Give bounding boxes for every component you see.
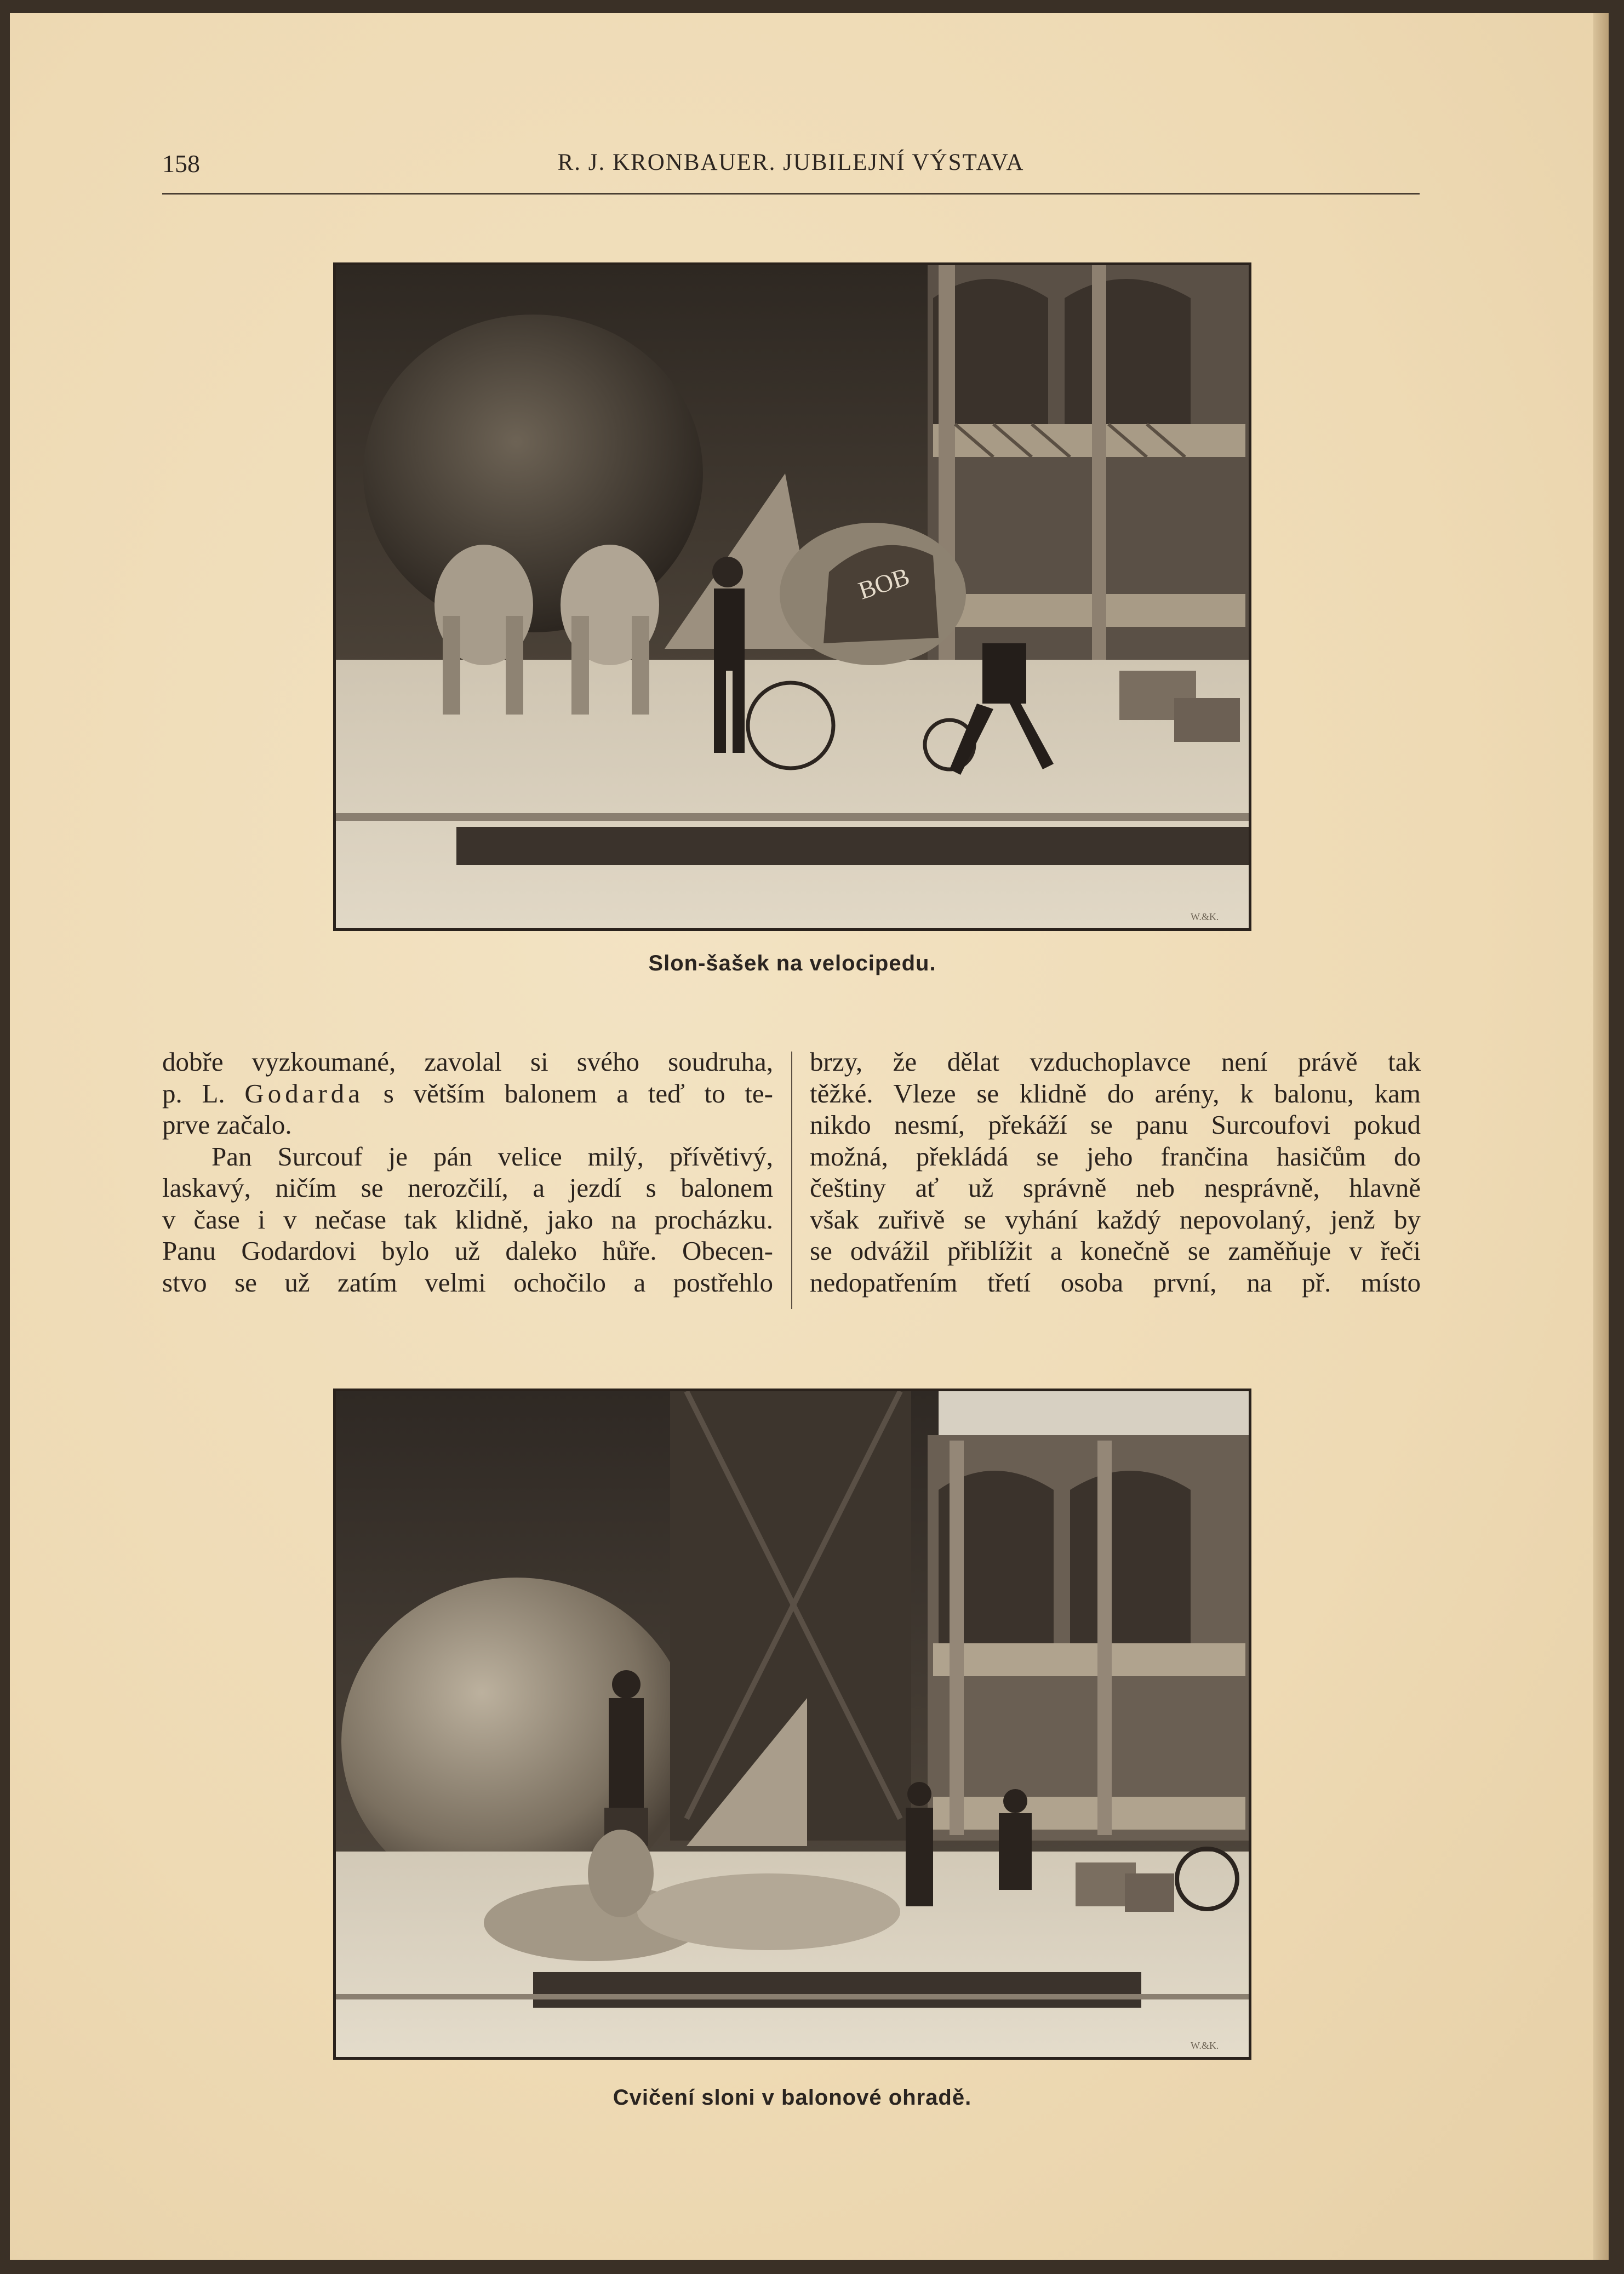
- text-line: možná, překládá se jeho frančina hasičům do: [810, 1141, 1421, 1172]
- elephant-banner-text: BOB: [855, 562, 913, 605]
- text-segment: p. L.: [162, 1078, 245, 1109]
- figure-caption-1: Slon-šašek na velocipedu.: [648, 951, 936, 975]
- page-edge: [1593, 13, 1609, 2260]
- text-line: brzy, že dělat vzduchoplavce není právě tak: [810, 1047, 1421, 1077]
- photo-elephant-velocipede-image: [336, 265, 1249, 928]
- text-column-left: [162, 1046, 773, 1298]
- text-column-right: [810, 1046, 1421, 1298]
- text-line: se odvážil přiblížit a konečně se zaměňuje v řeči: [810, 1236, 1421, 1266]
- photo-elephants-balloon-enclosure: [333, 1389, 1251, 2060]
- text-line: [162, 1078, 773, 1110]
- photo-mark: W.&K.: [1191, 2040, 1219, 2051]
- text-line: nedopatřením třetí osoba první, na př. místo: [810, 1267, 1421, 1298]
- text-line: Pan Surcouf je pán velice milý, přívětivý,: [211, 1141, 773, 1172]
- photo-elephants-balloon-enclosure-image: [336, 1391, 1249, 2057]
- photo-elephant-velocipede: [333, 262, 1251, 931]
- text-line: češtiny ať už správně neb nesprávně, hlavně: [810, 1173, 1421, 1203]
- text-line: Panu Godardovi bylo už daleko hůře. Obecen-: [162, 1236, 773, 1266]
- page-header: [162, 149, 1420, 195]
- text-line: laskavý, ničím se nerozčilí, a jezdí s balonem: [162, 1173, 773, 1203]
- photo-mark: W.&K.: [1191, 911, 1219, 922]
- book-page: [10, 13, 1609, 2260]
- running-title: R. J. KRONBAUER. JUBILEJNÍ VÝSTAVA: [557, 150, 1025, 175]
- text-segment: s větším balonem a teď to te-: [364, 1078, 773, 1109]
- figure-caption-2: Cvičení sloni v balonové ohradě.: [613, 2086, 972, 2110]
- text-line: stvo se už zatím velmi ochočilo a postřehlo: [162, 1267, 773, 1298]
- text-line: dobře vyzkoumané, zavolal si svého soudruha,: [162, 1047, 773, 1077]
- text-line: prve začalo.: [162, 1110, 292, 1140]
- page-number: 158: [162, 150, 200, 178]
- text-line: nikdo nesmí, překáží se panu Surcoufovi pokud: [810, 1110, 1421, 1140]
- text-line: těžké. Vleze se klidně do arény, k balonu, kam: [810, 1078, 1421, 1109]
- text-line: však zuřivě se vyhání každý nepovolaný, jenž by: [810, 1204, 1421, 1235]
- column-divider: [791, 1052, 792, 1309]
- text-line: v čase i v nečase tak klidně, jako na procházku.: [162, 1204, 773, 1235]
- name-godard: Godarda: [244, 1078, 364, 1109]
